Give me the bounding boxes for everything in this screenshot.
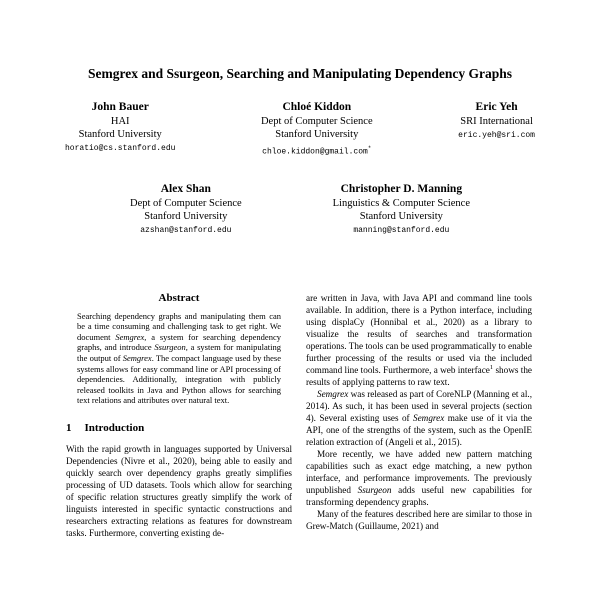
- section-1-heading: [66, 422, 292, 434]
- paper-title: Semgrex and Ssurgeon, Searching and Manipulating Dependency Graphs: [87, 66, 513, 81]
- author-block-alex-shan: [130, 182, 242, 236]
- author-name: Christopher D. Manning: [340, 182, 463, 195]
- author-email: horatio@cs.stanford.edu: [65, 144, 176, 153]
- abstract-text: Searching dependency graphs and manipulating them can be a time consuming and challenging task to get right. We document Semgrex, a system for searching dependency graphs, and introduce Ssurgeon, a system for manipulating the output of Semgrex. The compact language used by these systems allows for easy command line or API processing of dependencies. Additionally, integration with publicly released toolkits in Java and Python allows for searching text relations and attributes over natural text.: [77, 310, 281, 406]
- author-affiliation: Stanford University: [359, 210, 443, 222]
- author-block-chloe-kiddon: [261, 100, 373, 158]
- author-email: eric.yeh@sri.com: [458, 131, 535, 140]
- author-affiliation: SRI International: [460, 116, 533, 127]
- abstract-heading: Abstract: [158, 291, 200, 304]
- author-affiliation: Dept of Computer Science: [130, 197, 242, 209]
- author-affiliation: Dept of Computer Science: [260, 116, 373, 127]
- author-name: Alex Shan: [160, 182, 211, 195]
- author-affiliation: Stanford University: [275, 129, 359, 140]
- left-column: [66, 292, 292, 539]
- author-affiliation: Linguistics & Computer Science: [332, 197, 470, 209]
- section-number: 1: [66, 422, 72, 434]
- author-affiliation: Stanford University: [144, 210, 228, 222]
- author-block-eric-yeh: [458, 100, 535, 158]
- author-name: John Bauer: [91, 101, 149, 113]
- body-paragraph: Semgrex was released as part of CoreNLP (Manning et al., 2014). As such, it has been used in several projects (section 4). Several existing uses of Semgrex make use of it via the API, one of the strengths of the system, such as the OpenIE relation extraction of (Angeli et al., 2015).: [306, 388, 532, 447]
- section-title: Introduction: [84, 422, 145, 434]
- author-affiliation: HAI: [110, 116, 130, 127]
- author-name: Eric Yeh: [475, 101, 518, 113]
- author-name: Chloé Kiddon: [282, 101, 352, 113]
- body-paragraph: Many of the features described here are similar to those in Grew-Match (Guillaume, 2021) and: [306, 508, 532, 531]
- intro-paragraph: With the rapid growth in languages supported by Universal Dependencies (Nivre et al., 2020), being able to easily and quickly search over dependency graphs greatly simplifies processing of UD datasets. Tools which allow for searching of specific relation structures greatly simplify the work of linguists interested in specific syntactic constructions and researchers extracting relations as features for downstream tasks. Furthermore, converting existing de-: [66, 444, 292, 538]
- author-email: azshan@stanford.edu: [140, 225, 232, 235]
- author-row-2: [130, 182, 470, 236]
- body-paragraph: More recently, we have added new pattern matching capabilities such as exact edge matching, a new python interface, and performance improvements. The previously unpublished Ssurgeon adds useful new capabilities for transforming dependency graphs.: [306, 448, 532, 507]
- right-column: [306, 292, 532, 532]
- two-column-body: [66, 292, 534, 539]
- author-email: manning@stanford.edu: [353, 225, 450, 235]
- author-block-christopher-manning: [333, 182, 470, 236]
- author-affiliation: Stanford University: [78, 129, 162, 140]
- author-block-john-bauer: [65, 100, 175, 158]
- body-paragraph: are written in Java, with Java API and command line tools available. In addition, there is a Python interface, including using displaCy (Honnibal et al., 2020) as a library to visualize the results of searches and transformation operations. The tools can be used programmatically to enable further processing of the results or used via the included command line tools. Furthermore, a web interface$^1$ shows the results of applying patterns to raw text.: [306, 292, 532, 387]
- author-row-1: [65, 100, 535, 158]
- author-email: chloe.kiddon@gmail.com*: [262, 145, 372, 157]
